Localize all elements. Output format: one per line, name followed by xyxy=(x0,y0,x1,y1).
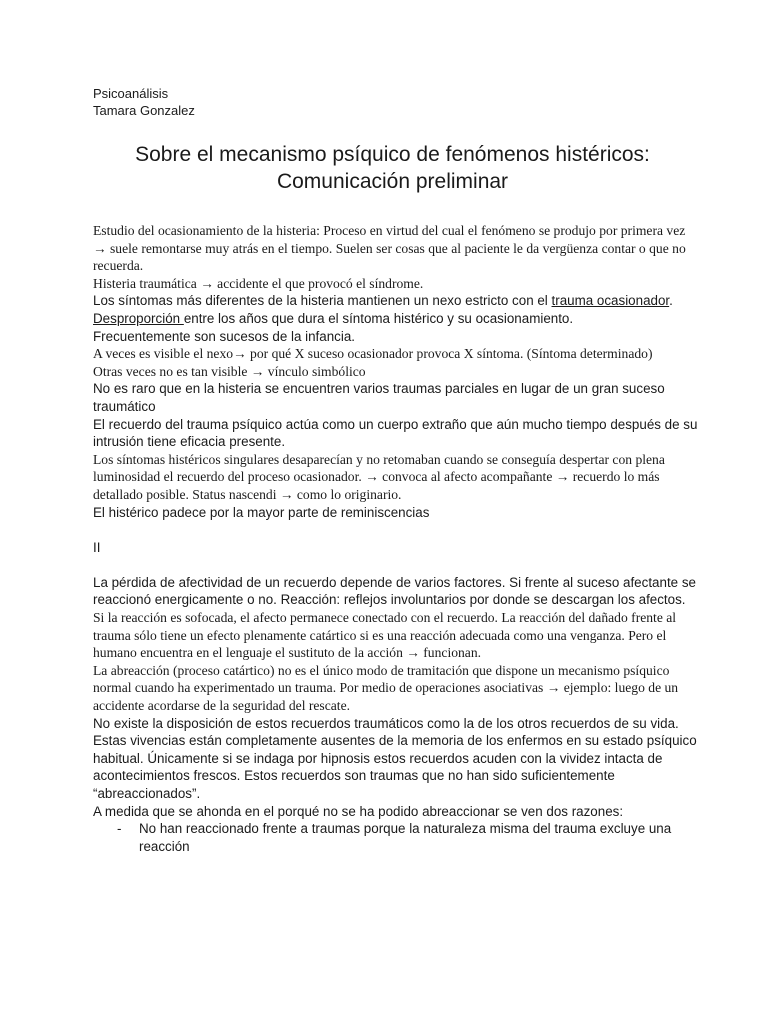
paragraph: Frecuentemente son sucesos de la infancia. xyxy=(93,328,356,344)
section-2 xyxy=(93,574,700,856)
paragraph xyxy=(93,310,700,328)
paragraph-text: Los síntomas más diferentes de la histeria mantienen un nexo estricto con el xyxy=(93,293,552,309)
paragraph: La pérdida de afectividad de un recuerdo depende de varios factores. Si frente al suceso afectante se reaccionó energicamente o no. Reacción: reflejos involuntarios por donde se descargan los afectos. xyxy=(93,574,696,608)
paragraph: Otras veces no es tan visible → vínculo simbólico xyxy=(93,363,366,379)
subject-line: Psicoanálisis xyxy=(93,86,169,101)
paragraph: Histeria traumática → accidente el que provocó el síndrome. xyxy=(93,275,424,291)
paragraph: La abreacción (proceso catártico) no es el único modo de tramitación que dispone un mecanismo psíquico normal cuando ha experimentado un trauma. Por medio de operaciones asociativas → ejemplo: luego de un accidente acordarse de la seguridad del rescate. xyxy=(93,662,679,714)
paragraph: Estudio del ocasionamiento de la histeria: Proceso en virtud del cual el fenómeno se produjo por primera vez → suele remontarse muy atrás en el tiempo. Suelen ser cosas que al paciente le da vergüenza contar o que no recuerda. xyxy=(93,223,686,274)
paragraph: A medida que se ahonda en el porqué no se ha podido abreaccionar se ven dos razones: xyxy=(93,803,624,819)
list-bullet: - xyxy=(117,821,122,837)
title-line-2: Comunicación preliminar xyxy=(276,170,509,193)
list-item-text: No han reaccionado frente a traumas porque la naturaleza misma del trauma excluye una reacción xyxy=(139,821,672,854)
paragraph: A veces es visible el nexo→ por qué X suceso ocasionador provoca X síntoma. (Síntoma determinado) xyxy=(93,346,653,362)
reasons-list xyxy=(93,820,700,855)
author-line: Tamara Gonzalez xyxy=(93,103,195,118)
page-title xyxy=(93,141,700,195)
paragraph-text: entre los años que dura el síntoma histérico y su ocasionamiento. xyxy=(183,310,574,326)
section-heading: II xyxy=(93,539,101,555)
title-line-1: Sobre el mecanismo psíquico de fenómenos histéricos: xyxy=(135,143,650,166)
section-1 xyxy=(93,222,700,521)
paragraph: El histérico padece por la mayor parte de reminiscencias xyxy=(93,504,430,520)
paragraph: No es raro que en la histeria se encuentren varios traumas parciales en lugar de un gran suceso traumático xyxy=(93,381,665,414)
underlined-term: trauma ocasionador xyxy=(551,293,670,309)
paragraph: Si la reacción es sofocada, el afecto permanece conectado con el recuerdo. La reacción del dañado frente al trauma sólo tiene un efecto plenamente catártico si es una reacción adecuada como una venganza. Pero el humano encuentra en el lenguaje el sustituto de la acción → funcionan. xyxy=(93,610,677,661)
list-item xyxy=(93,820,700,855)
paragraph xyxy=(93,292,700,310)
paragraph: El recuerdo del trauma psíquico actúa como un cuerpo extraño que aún mucho tiempo después de su intrusión tiene eficacia presente. xyxy=(93,416,698,450)
paragraph-text: . xyxy=(669,293,673,309)
document-header xyxy=(93,85,700,119)
paragraph: Los síntomas histéricos singulares desaparecían y no retomaban cuando se conseguía despertar con plena luminosidad el recuerdo del proceso ocasionador. → convoca al afecto acompañante → recuerdo lo más detallado posible. Status nascendi → como lo originario. xyxy=(93,451,665,502)
underlined-term: Desproporción xyxy=(93,310,184,326)
paragraph: No existe la disposición de estos recuerdos traumáticos como la de los otros recuerdos de su vida. Estas vivencias están completamente ausentes de la memoria de los enfermos en su estado psíquico habitual. Únicamente si se indaga por hipnosis estos recuerdos acuden con la vividez intacta de acontecimientos frescos. Estos recuerdos son traumas que no han sido suficientemente “abreaccionados”. xyxy=(93,715,697,801)
